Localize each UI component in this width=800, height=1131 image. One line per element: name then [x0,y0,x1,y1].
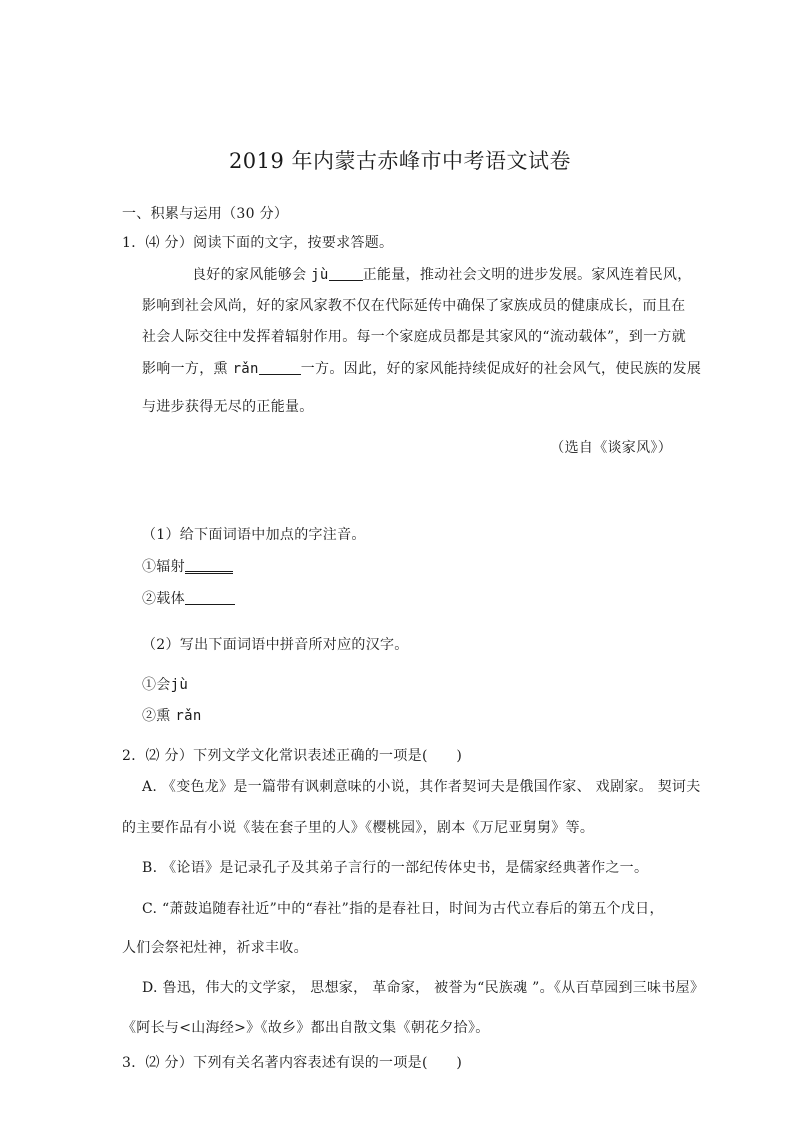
item-label: ②熏 [142,708,176,724]
option-c-line-1: C. “萧鼓追随春社近”中的“春社”指的是春社日，时间为古代立春后的第五个戊日， [142,901,664,917]
sub2-item-1 [142,674,188,694]
item-label: ①辐射 [142,559,185,575]
option-d-line-2: 《阿长与<山海经>》《故乡》都出自散文集《朝花夕拾》。 [122,1020,490,1036]
answer-blank[interactable] [185,557,233,574]
answer-blank[interactable] [185,590,235,605]
question-1-header: 1．⑷ 分）阅读下面的文字，按要求答题。 [122,235,394,251]
pinyin: rǎn [175,708,202,724]
question-3-header: 3．⑵ 分）下列有关名著内容表述有误的一项是( ) [122,1055,463,1071]
page-title: 2019 年内蒙古赤峰市中考语文试卷 [228,149,572,173]
passage-line-2: 影响到社会风尚，好的家风家教不仅在代际延传中确保了家族成员的健康成长，而且在 [142,298,686,314]
passage-line-4 [142,358,701,378]
section-heading: 一、积累与运用（30 分） [122,206,289,222]
pinyin: rǎn [232,361,259,377]
pinyin: jù [170,677,189,693]
passage-line-3: 社会人际交往中发挥着辐射作用。每一个家庭成员都是其家风的“流动载体”，到一方就 [142,329,687,345]
passage-text: 良好的家风能够会 [192,267,312,283]
source-citation: （选自《谈家风》） [550,440,672,456]
option-b: B. 《论语》是记录孔子及其弟子言行的一部纪传体史书，是儒家经典著作之一。 [142,860,649,876]
sub-question-1: （1）给下面词语中加点的字注音。 [142,527,366,543]
passage-text: 正能量，推动社会文明的进步发展。家风连着民风， [362,267,692,283]
item-label: ②载体 [142,591,185,607]
pinyin: jù [311,267,329,283]
option-d-line-1: D. 鲁迅，伟大的文学家， 思想家， 革命家， 被誉为“民族魂 ”。《从百草园到三味书屋》 [142,980,705,996]
passage-text: 一方。因此，好的家风能持续促成好的社会风气，使民族的发展 [300,361,702,377]
item-label: ①会 [142,677,171,693]
answer-blank[interactable] [259,360,301,375]
passage-line-1 [192,264,692,284]
answer-blank[interactable] [329,266,363,281]
passage-text: 影响一方，熏 [142,361,233,377]
option-a-line-2: 的主要作品有小说《装在套子里的人》《樱桃园》，剧本《万尼亚舅舅》等。 [122,820,595,836]
option-c-line-2: 人们会祭祀灶神，祈求丰收。 [122,940,308,956]
option-a-line-1: A. 《变色龙》是一篇带有讽刺意味的小说，其作者契诃夫是俄国作家、 戏剧家。 契诃夫 [142,779,701,795]
sub1-item-2 [142,588,235,608]
sub2-item-2 [142,705,202,725]
question-2-header: 2．⑵ 分）下列文学文化常识表述正确的一项是( ) [122,748,463,764]
sub1-item-1 [142,556,233,576]
passage-line-5: 与进步获得无尽的正能量。 [142,399,314,415]
sub-question-2: （2）写出下面词语中拼音所对应的汉字。 [142,637,409,653]
